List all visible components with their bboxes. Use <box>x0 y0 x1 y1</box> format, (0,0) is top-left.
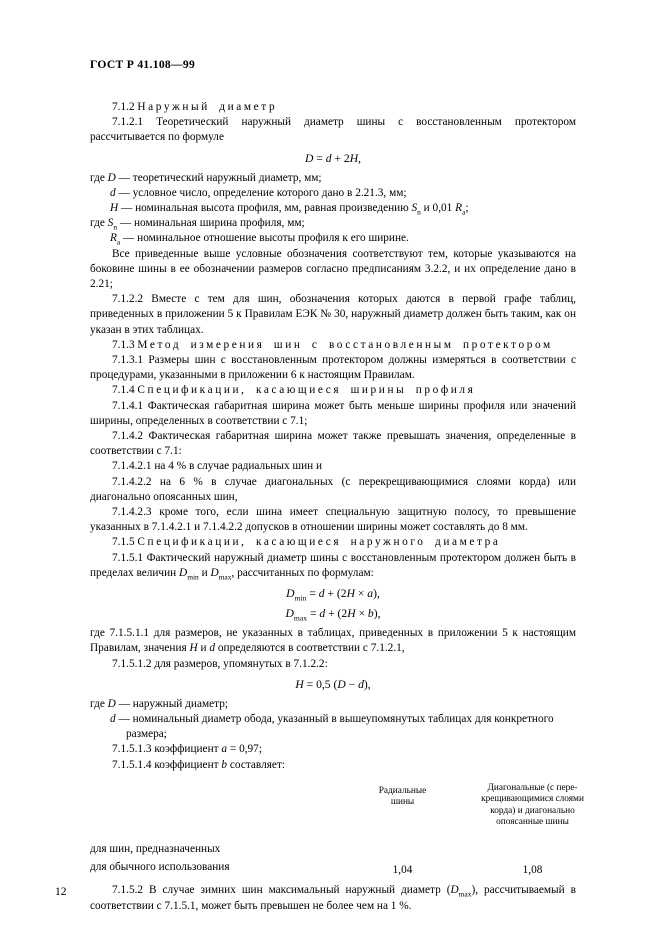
def-line-Sn: где $S_n$ — номинальная ширина профиля, мм; <box>90 217 305 232</box>
para-7-1-4-2-2: 7.1.4.2.2 на 6 % в случае диагональных (с перекрещивающимися слоями корда) или диагонально опоясанных шин, <box>90 475 576 503</box>
para-7-1-4-2-3: 7.1.4.2.3 кроме того, если шина имеет специальную защитную полосу, то превышение указанных в 7.1.4.2.1 и 7.1.4.2.2 допусков в отношении ширины может составлять до 8 мм. <box>90 506 576 534</box>
page-number: 12 <box>55 885 67 898</box>
para-7-1-5-1-2: 7.1.5.1.2 для размеров, упомянутых в 7.1.2.2: <box>112 657 328 670</box>
para-7-1-2-2: 7.1.2.2 Вместе с тем для шин, обозначения которых даются в первой графе таблиц, приведенных в приложении 5 к Правилам ЕЭК № 30, наружный диаметр должен быть таким, как он указан в этих таблицах. <box>90 293 576 336</box>
table-header-line: Диагональные (с пере- <box>487 782 578 793</box>
para-7-1-5-1-1: где 7.1.5.1.1 для размеров, не указанных в таблицах, приведенных в приложении 5 к настоящим Правилам, значения H и d определяются в соответствии с 7.1.2.1, <box>90 627 576 655</box>
doc-header: ГОСТ Р 41.108—99 <box>90 58 196 71</box>
table-header-row <box>90 783 610 829</box>
page-content <box>90 57 584 914</box>
table-header-line: крещивающимися слоями <box>481 794 584 805</box>
para-7-1-5-1-3: 7.1.5.1.3 коэффициент a = 0,97; <box>112 743 262 756</box>
para-7-1-5-1-4: 7.1.5.1.4 коэффициент b составляет: <box>112 758 286 771</box>
heading-7-1-5: 7.1.5 Спецификации, касающиеся наружного диаметра <box>112 536 501 549</box>
def-line-D: где D — теоретический наружный диаметр, мм; <box>90 171 322 184</box>
table-value-radial: 1,04 <box>392 864 413 877</box>
formula-d-max: $D_{max} = d + (2H \times b)$, <box>285 607 381 623</box>
table-header-line: опоясанные шины <box>496 816 569 827</box>
para-7-1-5-2: 7.1.5.2 В случае зимних шин максимальный наружный диаметр $(D_{max})$, рассчитываемый в соответствии с 7.1.5.1, может быть превышен не более чем на 1 %. <box>90 884 576 912</box>
def-line-D2: где D — наружный диаметр; <box>90 697 228 710</box>
para-7-1-5-1: 7.1.5.1 Фактический наружный диаметр шины с восстановленным протектором должен быть в пределах величин $D_{min}$ и $D_{max}$, рассчитанных по формулам: <box>90 551 576 582</box>
def-line-d2: d — номинальный диаметр обода, указанный в вышеупомянутых таблицах для конкретного размера; <box>110 712 554 741</box>
table-row-label <box>90 840 350 876</box>
heading-7-1-4: 7.1.4 Спецификации, касающиеся ширины профиля <box>112 384 476 397</box>
table-header-line: корда) и диагонально <box>490 805 575 816</box>
table-row-label-line: для обычного использования <box>90 861 230 874</box>
para-7-1-4-2: 7.1.4.2 Фактическая габаритная ширина может также превышать значения, определенные в соответствии с 7.1: <box>90 430 576 458</box>
def-line-d: d — условное число, определение которого дано в 2.21.3, мм; <box>110 186 407 199</box>
table-header-line: Радиальные <box>378 785 427 796</box>
formula-outer-diameter: D = d + 2H, <box>305 151 361 165</box>
def-line-H: H — номинальная высота профиля, мм, равная произведению $S_n$ и 0,01 $R_a$; <box>110 202 469 217</box>
table-header-diagonal <box>455 783 610 829</box>
para-7-1-2-1: 7.1.2.1 Теоретический наружный диаметр шины с восстановленным протектором рассчитывается по формуле <box>90 116 576 144</box>
heading-7-1-2: 7.1.2 Наружный диаметр <box>112 101 278 113</box>
table-header-radial <box>350 783 455 809</box>
table-row <box>90 840 610 876</box>
para-7-1-4-1: 7.1.4.1 Фактическая габаритная ширина может быть меньше ширины профиля или значений ширины, определенных в соответствии с 7.1; <box>90 399 576 427</box>
table-header-line: шины <box>390 797 415 808</box>
para-7-1-3-1: 7.1.3.1 Размеры шин с восстановленным протектором должны измеряться в соответствии с процедурами, указанными в приложении 6 к настоящим Правилам. <box>90 354 576 382</box>
table-value-diagonal: 1,08 <box>522 864 543 877</box>
def-line-Ra: $R_a$ — номинальное отношение высоты профиля к его ширине. <box>110 232 409 247</box>
coefficient-table <box>90 783 610 877</box>
heading-7-1-3: 7.1.3 Метод измерения шин с восстановленным протектором <box>112 338 553 351</box>
para-7-1-4-2-1: 7.1.4.2.1 на 4 % в случае радиальных шин и <box>112 460 323 473</box>
table-row-label-line: для шин, предназначенных <box>90 843 221 856</box>
formula-d-min: $D_{min} = d + (2H \times a)$, <box>286 587 380 603</box>
formula-h: H = 0,5 (D − d), <box>295 677 371 691</box>
para-designations: Все приведенные выше условные обозначения соответствуют тем, которые указываются на боковине шины в ее обозначении размеров согласно предписаниям 3.2.2, и их определение дано в 2.21; <box>90 247 576 291</box>
